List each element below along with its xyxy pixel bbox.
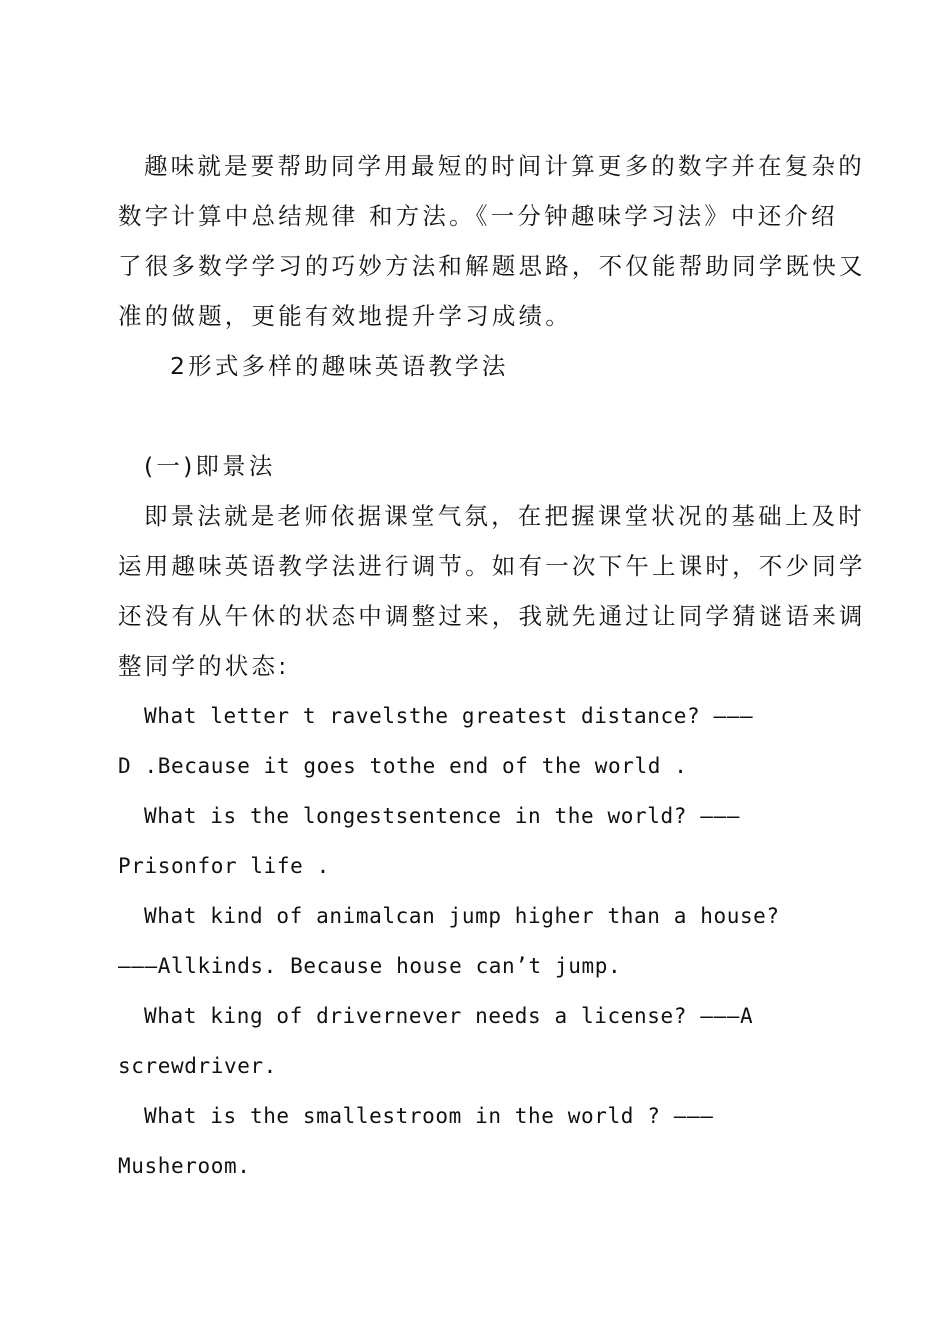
- riddle-3-answer: ———Allkinds. Because house can’t jump.: [118, 954, 622, 978]
- riddle-1-question: What letter t ravelsthe greatest distance? ———: [144, 704, 754, 728]
- riddle-4-answer: screwdriver.: [118, 1054, 277, 1078]
- paragraph-2-line-3: 还没有从午休的状态中调整过来，我就先通过让同学猜谜语来调: [118, 602, 866, 630]
- paragraph-2-line-4: 整同学的状态:: [118, 652, 290, 680]
- section-heading: 2形式多样的趣味英语教学法: [170, 352, 509, 380]
- paragraph-2-line-2: 运用趣味英语教学法进行调节。如有一次下午上课时，不少同学: [118, 552, 866, 580]
- riddle-5-answer: Musheroom.: [118, 1154, 251, 1178]
- paragraph-2-line-1: 即景法就是老师依据课堂气氛，在把握课堂状况的基础上及时: [144, 502, 865, 530]
- riddle-4-question: What king of drivernever needs a license? ———A: [144, 1004, 754, 1028]
- paragraph-1-line-2: 数字计算中总结规律 和方法。《一分钟趣味学习法》中还介绍: [118, 202, 838, 230]
- riddle-5-question: What is the smallestroom in the world ? ———: [144, 1104, 714, 1128]
- riddle-2-question: What is the longestsentence in the world? ———: [144, 804, 740, 828]
- paragraph-1-line-1: 趣味就是要帮助同学用最短的时间计算更多的数字并在复杂的: [144, 152, 865, 180]
- riddle-1-answer: D .Because it goes tothe end of the world .: [118, 754, 688, 778]
- riddle-2-answer: Prisonfor life .: [118, 854, 330, 878]
- riddle-3-question: What kind of animalcan jump higher than a house?: [144, 904, 780, 928]
- paragraph-1-line-3: 了很多数学学习的巧妙方法和解题思路，不仅能帮助同学既快又: [118, 252, 866, 280]
- subsection-heading: (一)即景法: [144, 452, 276, 480]
- paragraph-1-line-4: 准的做题，更能有效地提升学习成绩。: [118, 302, 572, 330]
